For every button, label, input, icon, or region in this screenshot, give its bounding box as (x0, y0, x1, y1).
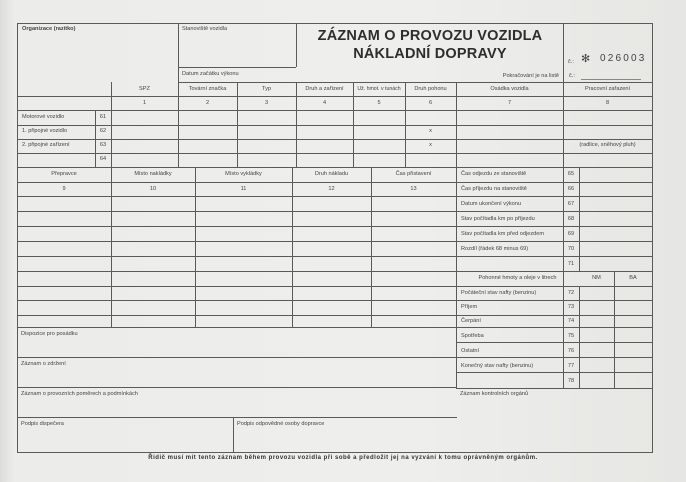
divider (353, 82, 354, 167)
col-header-crew: Osádka vozidla (490, 86, 529, 92)
divider (456, 357, 653, 358)
col-num: 5 (377, 100, 381, 106)
col-header-work: Pracovní zařazení (584, 86, 631, 92)
frame-left (17, 23, 18, 453)
row-code: 61 (99, 114, 107, 120)
organization-label: Organizace (razítko) (22, 26, 76, 32)
divider (178, 82, 179, 167)
operating-conditions-label: Záznam o provozních poměrech a podmínkách (21, 391, 138, 397)
fuel-header: Pohonné hmoty a oleje v litrech (478, 275, 557, 281)
divider (563, 23, 564, 82)
divider (17, 417, 457, 418)
row-label-trailer-1: 1. připojné vozidlo (22, 128, 68, 134)
col-header-arrival-time: Čas přistavení (395, 171, 432, 177)
row-label-motor-vehicle: Motorové vozidlo (22, 114, 65, 120)
divider (456, 327, 653, 328)
divider (178, 67, 296, 68)
divider (17, 167, 653, 168)
fuel-col-nm: NM (592, 275, 601, 281)
divider (17, 271, 653, 272)
divider (17, 110, 653, 111)
fuel-end-label: Konečný stav nafty (benzinu) (461, 363, 534, 369)
divider (17, 357, 457, 358)
col-header-weight: Už. hmot. v tunách (357, 86, 401, 92)
col-num: 12 (328, 186, 335, 192)
row-code: 74 (567, 318, 575, 324)
divider (237, 82, 238, 167)
col-num: 6 (428, 100, 433, 106)
divider (456, 82, 457, 167)
divider (405, 82, 406, 167)
return-time-label: Čas příjezdu na stanoviště (461, 186, 527, 192)
col-num: 8 (605, 100, 610, 106)
divider (111, 82, 112, 167)
work-equipment-note: (radlice, sněhový pluh) (579, 142, 636, 148)
divider (296, 23, 297, 67)
difference-label: Rozdíl (řádek 68 minus 69) (461, 246, 529, 252)
delay-record-label: Záznam o zdržení (21, 361, 66, 367)
row-code: 78 (567, 378, 575, 384)
divider (579, 167, 580, 271)
divider (17, 182, 653, 183)
row-code: 69 (567, 231, 575, 237)
drive-not-applicable-mark: x (429, 128, 432, 134)
row-code: 73 (567, 304, 575, 310)
form-number: 026003 (600, 53, 647, 64)
form-title-line2: NÁKLADNÍ DOPRAVY (353, 46, 507, 62)
divider (17, 125, 653, 126)
divider (17, 315, 653, 316)
col-num: 10 (149, 186, 157, 192)
fuel-consumption-label: Spotřeba (461, 333, 484, 339)
divider (17, 96, 653, 97)
footer-note: Řidič musí mít tento záznam během provozu vozidla při sobě a předložit jej na vyzvání k tomu oprávněným orgánům. (148, 455, 538, 461)
continuation-label: Pokračování je na listě (502, 73, 559, 79)
end-date-label: Datum ukončení výkonu (461, 201, 522, 207)
row-code: 67 (567, 201, 575, 207)
frame-bottom (17, 452, 653, 453)
row-label-trailer-2: 2. připojné zařízení (22, 142, 70, 148)
odometer-before-label: Stav počítadla km před odjezdem (461, 231, 545, 237)
col-header-spz: SPZ (139, 86, 150, 92)
asterisk-icon: ✻ (581, 53, 591, 65)
col-num: 3 (264, 100, 269, 106)
row-code: 70 (567, 246, 575, 252)
divider (17, 387, 457, 388)
divider (17, 196, 653, 197)
divider (563, 82, 564, 167)
fuel-col-ba: BA (629, 275, 637, 281)
row-code: 71 (567, 261, 575, 267)
control-authorities-label: Záznam kontrolních orgánů (460, 391, 529, 397)
station-label: Stanoviště vozidla (182, 26, 228, 32)
drive-not-applicable-mark: x (429, 142, 432, 148)
start-date-label: Datum začátku výkonu (182, 71, 239, 77)
divider (456, 342, 653, 343)
crew-disposition-label: Dispozice pro posádku (21, 331, 78, 337)
divider (17, 241, 653, 242)
divider (17, 327, 457, 328)
divider (17, 300, 653, 301)
divider (233, 417, 234, 452)
row-code: 63 (99, 142, 107, 148)
row-code: 68 (567, 216, 575, 222)
col-header-kind: Druh a zařízení (305, 86, 344, 92)
divider (178, 82, 653, 83)
col-header-cargo-type: Druh nákladu (314, 171, 349, 177)
divider (456, 388, 653, 389)
row-code: 76 (567, 348, 575, 354)
frame-top (17, 23, 653, 24)
col-header-loading-place: Místo nakládky (134, 171, 172, 177)
fuel-other-label: Ostatní (461, 348, 480, 354)
fuel-pumping-label: Čerpání (461, 318, 481, 324)
row-code: 75 (567, 333, 575, 339)
col-num: 4 (322, 100, 327, 106)
divider (17, 226, 653, 227)
divider (614, 271, 615, 388)
divider (296, 82, 297, 167)
row-code: 62 (99, 128, 107, 134)
fuel-start-label: Počáteční stav nafty (benzinu) (461, 290, 537, 296)
divider (17, 153, 653, 154)
row-code: 66 (567, 186, 575, 192)
row-code: 72 (567, 290, 575, 296)
continuation-number-field[interactable] (581, 79, 641, 80)
divider (17, 286, 653, 287)
col-header-brand: Tovární značka (188, 86, 227, 92)
divider (456, 372, 653, 373)
departure-time-label: Čas odjezdu ze stanoviště (461, 171, 527, 177)
row-code: 64 (99, 156, 107, 162)
row-code: 77 (567, 363, 575, 369)
divider (17, 256, 653, 257)
divider (17, 211, 653, 212)
fuel-income-label: Příjem (461, 304, 478, 310)
odometer-after-label: Stav počítadla km po příjezdu (461, 216, 535, 222)
col-header-type: Typ (261, 86, 272, 92)
col-num: 9 (62, 186, 66, 192)
carrier-signature-label: Podpis odpovědné osoby dopravce (237, 421, 325, 427)
dispatcher-signature-label: Podpis dispečera (21, 421, 64, 427)
col-header-unloading-place: Místo vykládky (225, 171, 262, 177)
col-num: 2 (205, 100, 210, 106)
continuation-prefix: č.: (569, 73, 575, 79)
col-num: 1 (142, 100, 147, 106)
number-prefix: č.: (568, 59, 574, 65)
col-num: 11 (240, 186, 247, 192)
col-num: 7 (507, 100, 512, 106)
col-header-drive: Druh pohonu (414, 86, 447, 92)
form-title-line1: ZÁZNAM O PROVOZU VOZIDLA (317, 28, 543, 44)
divider (178, 23, 179, 82)
row-code: 65 (567, 171, 575, 177)
divider (17, 139, 653, 140)
col-num: 13 (410, 186, 417, 192)
col-header-carrier: Přepravce (51, 171, 77, 177)
